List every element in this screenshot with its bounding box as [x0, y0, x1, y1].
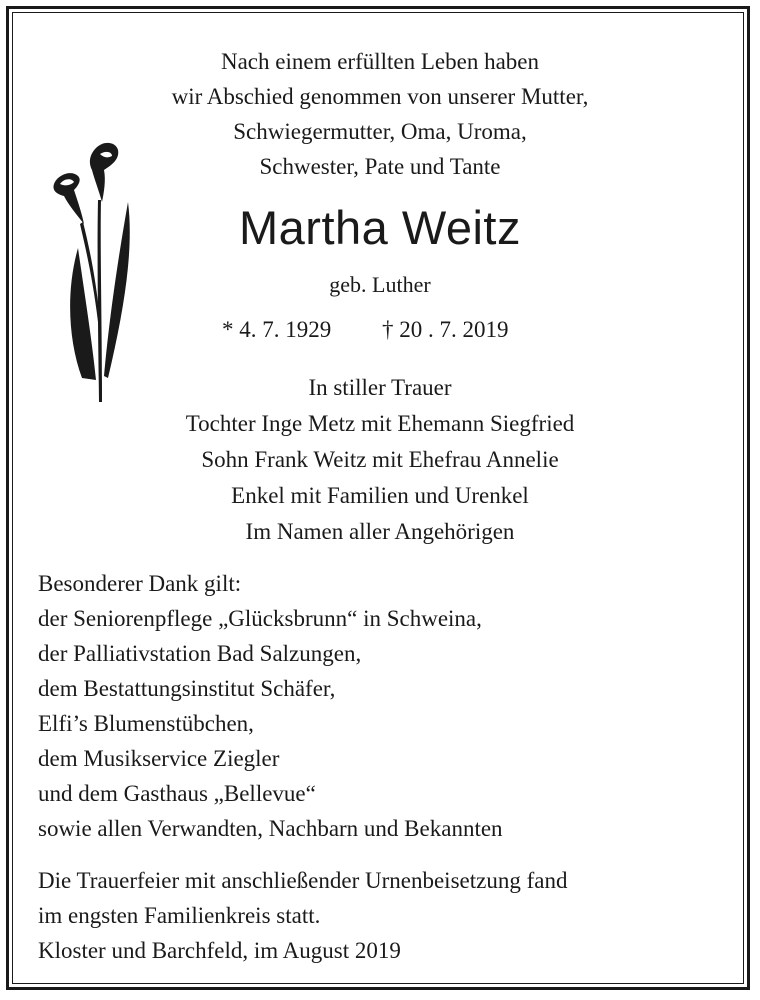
intro-line: Nach einem erfüllten Leben haben [220, 49, 539, 74]
mourner-line: Tochter Inge Metz mit Ehemann Siegfried [185, 411, 575, 436]
thanks-line: dem Musikservice Ziegler [38, 746, 280, 771]
funeral-place-date: Kloster und Barchfeld, im August 2019 [38, 938, 401, 963]
mourner-line: Sohn Frank Weitz mit Ehefrau Annelie [201, 447, 559, 472]
funeral-note [38, 863, 567, 968]
intro-line: Schwester, Pate und Tante [259, 154, 501, 179]
death-date: † 20 . 7. 2019 [382, 317, 509, 342]
intro-text [0, 44, 760, 184]
intro-line: wir Abschied genommen von unserer Mutter, [171, 84, 589, 109]
maiden-name: geb. Luther [329, 272, 431, 297]
birth-date: * 4. 7. 1929 [222, 317, 332, 342]
mourner-line: Im Namen aller Angehörigen [245, 519, 515, 544]
funeral-line: im engsten Familienkreis statt. [38, 903, 321, 928]
mourner-line: In stiller Trauer [308, 375, 452, 400]
thanks-line: sowie allen Verwandten, Nachbarn und Bekannten [38, 816, 503, 841]
thanks-line: und dem Gasthaus „Bellevue“ [38, 781, 316, 806]
thanks-line: Besonderer Dank gilt: [38, 571, 242, 596]
thanks-line: dem Bestattungsinstitut Schäfer, [38, 676, 336, 701]
thanks-line: Elfi’s Blumenstübchen, [38, 711, 254, 736]
intro-line: Schwiegermutter, Oma, Uroma, [233, 119, 527, 144]
mourner-line: Enkel mit Familien und Urenkel [231, 483, 529, 508]
deceased-name: Martha Weitz [239, 201, 521, 254]
thanks-line: der Seniorenpflege „Glücksbrunn“ in Schweina, [38, 606, 482, 631]
funeral-line: Die Trauerfeier mit anschließender Urnenbeisetzung fand [38, 868, 568, 893]
mourners-list [0, 370, 760, 550]
thanks-line: der Palliativstation Bad Salzungen, [38, 641, 362, 666]
thanks-section [38, 566, 503, 846]
